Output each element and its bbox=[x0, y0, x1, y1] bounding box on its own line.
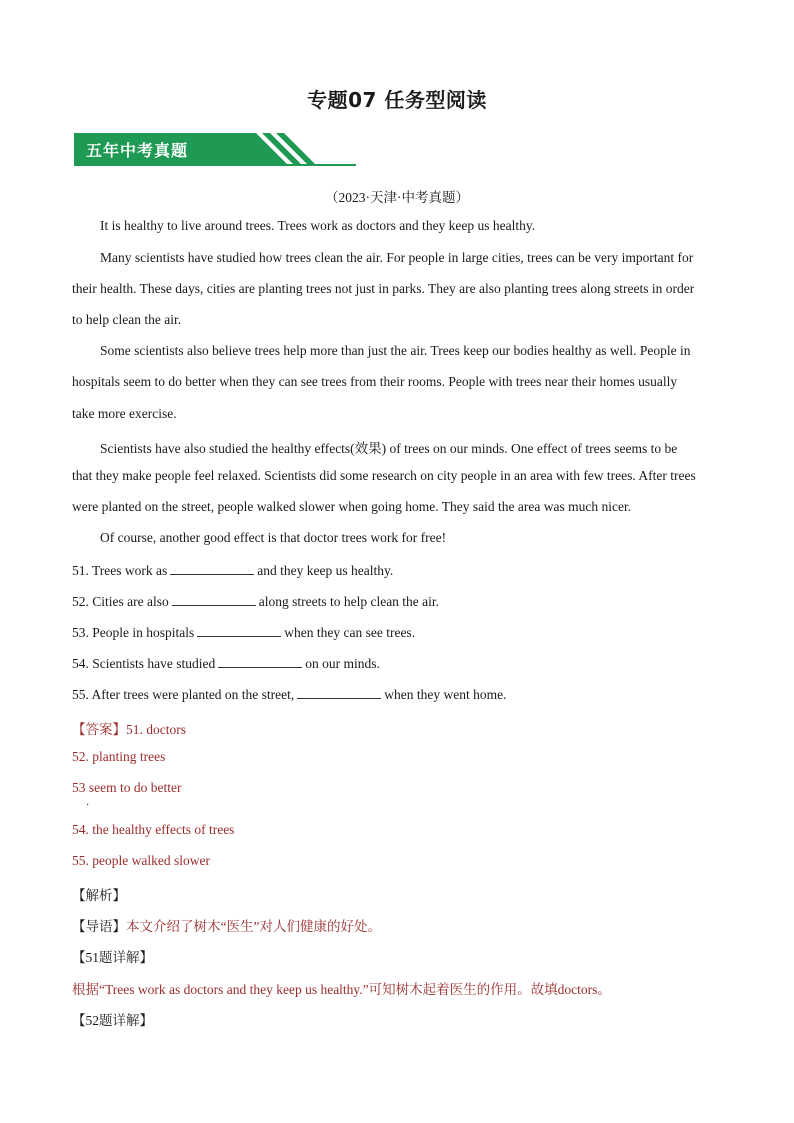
guide-text: 本文介绍了树木“医生”对人们健康的好处。 bbox=[126, 919, 381, 934]
answer-line bbox=[72, 718, 186, 738]
passage-line: Some scientists also believe trees help more than just the air. Trees keep our bodies healthy as well. People in bbox=[100, 343, 691, 358]
passage-line: hospitals seem to do better when they can see trees from their rooms. People with trees near their homes usually bbox=[72, 374, 678, 389]
passage-line: Of course, another good effect is that doctor trees work for free! bbox=[100, 530, 447, 545]
passage-line: that they make people feel relaxed. Scientists did some research on city people in an area with few trees. After trees bbox=[72, 468, 696, 483]
banner-stripes-icon bbox=[224, 133, 334, 167]
guide-label: 【导语】 bbox=[72, 919, 126, 934]
answer-label: 【答案】 bbox=[72, 722, 126, 737]
passage-line: Many scientists have studied how trees clean the air. For people in large cities, trees can be very important for bbox=[100, 250, 694, 265]
passage-line: their health. These days, cities are planting trees not just in parks. They are also planting trees along streets in order bbox=[72, 281, 695, 296]
passage-line: It is healthy to live around trees. Trees work as doctors and they keep us healthy. bbox=[100, 218, 536, 233]
analysis-label: 【解析】 bbox=[72, 888, 126, 903]
answer-blank[interactable] bbox=[172, 593, 256, 606]
q52-label: 【52题详解】 bbox=[72, 1013, 153, 1028]
passage-line: Scientists have also studied the healthy effects(效果) of trees on our minds. One effect of trees seems to be bbox=[100, 441, 678, 456]
banner-underline bbox=[74, 164, 356, 166]
question-54: 54. Scientists have studied on our minds. bbox=[72, 656, 380, 671]
answer-53: 53 seem to do better bbox=[72, 780, 182, 795]
answer-52: 52. planting trees bbox=[72, 749, 166, 764]
answer-blank[interactable] bbox=[197, 624, 281, 637]
answer-51: 51. doctors bbox=[126, 722, 186, 737]
page-title: 专题07 任务型阅读 bbox=[307, 88, 487, 112]
answer-blank[interactable] bbox=[170, 562, 254, 575]
answer-55: 55. people walked slower bbox=[72, 853, 210, 868]
question-52: 52. Cities are also along streets to help clean the air. bbox=[72, 594, 440, 609]
section-banner bbox=[74, 133, 356, 167]
passage-line: were planted on the street, people walked slower when going home. They said the area was much nicer. bbox=[72, 499, 632, 514]
question-55: 55. After trees were planted on the street, when they went home. bbox=[72, 687, 507, 702]
q51-text: 根据“Trees work as doctors and they keep us healthy.”可知树木起着医生的作用。故填doctors。 bbox=[72, 982, 611, 997]
question-53: 53. People in hospitals when they can see trees. bbox=[72, 625, 416, 640]
answer-blank[interactable] bbox=[297, 686, 381, 699]
answer-blank[interactable] bbox=[218, 655, 302, 668]
guide-line bbox=[72, 915, 381, 935]
question-51: 51. Trees work as and they keep us healthy. bbox=[72, 563, 394, 578]
banner-text: 五年中考真题 bbox=[86, 141, 189, 160]
passage-line: to help clean the air. bbox=[72, 312, 182, 327]
stray-dot: · bbox=[86, 800, 90, 811]
answer-54: 54. the healthy effects of trees bbox=[72, 822, 235, 837]
q51-label: 【51题详解】 bbox=[72, 950, 153, 965]
source-citation: （2023·天津·中考真题） bbox=[325, 190, 469, 205]
passage-line: take more exercise. bbox=[72, 406, 177, 421]
